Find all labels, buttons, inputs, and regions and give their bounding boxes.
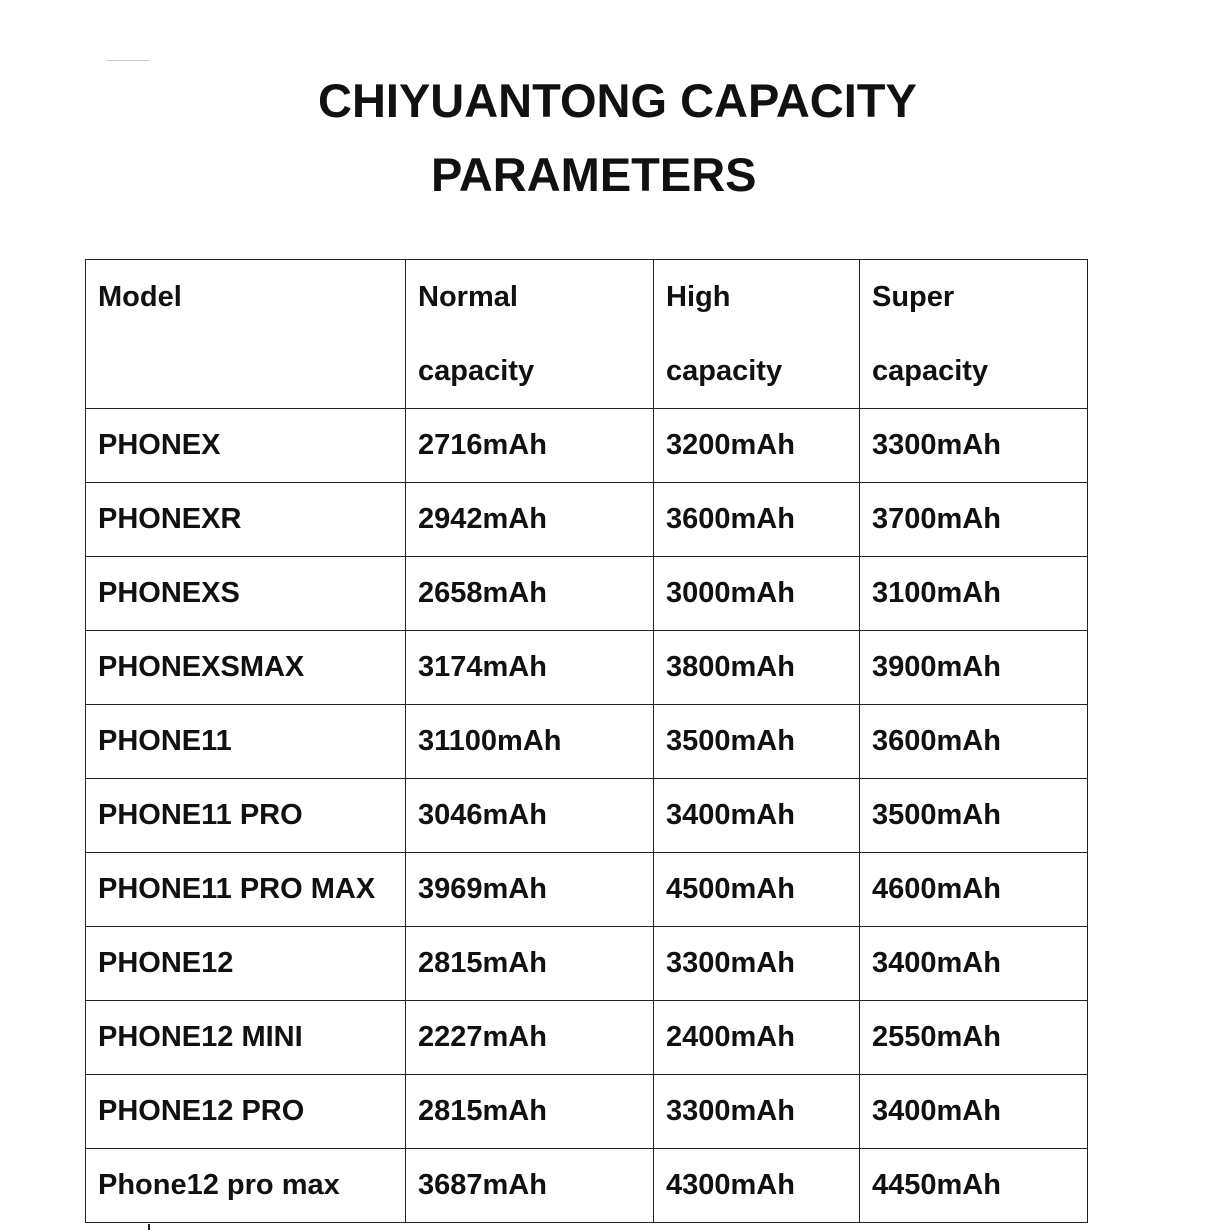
cell-model: PHONE11 PRO: [86, 779, 406, 853]
header-super-capacity: [860, 260, 1088, 409]
table-row: [86, 1149, 1088, 1223]
cell-high: 3400mAh: [654, 779, 860, 853]
cell-model: PHONEX: [86, 409, 406, 483]
table-row: [86, 631, 1088, 705]
table-row: [86, 557, 1088, 631]
cell-normal: 2227mAh: [406, 1001, 654, 1075]
cell-model: PHONE12 MINI: [86, 1001, 406, 1075]
header-high-capacity: [654, 260, 860, 409]
table-row: [86, 1075, 1088, 1149]
document-title: [0, 64, 1230, 212]
cell-normal: 2942mAh: [406, 483, 654, 557]
header-super-line1: Super: [872, 281, 955, 313]
cell-normal: 2716mAh: [406, 409, 654, 483]
cell-normal: 3969mAh: [406, 853, 654, 927]
cell-model: PHONEXSMAX: [86, 631, 406, 705]
cell-model: PHONE12 PRO: [86, 1075, 406, 1149]
cell-normal: 3046mAh: [406, 779, 654, 853]
table-row: [86, 853, 1088, 927]
cell-model: Phone12 pro max: [86, 1149, 406, 1223]
cell-normal: 31100mAh: [406, 705, 654, 779]
table-row: [86, 483, 1088, 557]
cell-model: PHONEXR: [86, 483, 406, 557]
table-header-row: [86, 260, 1088, 409]
header-normal-capacity: [406, 260, 654, 409]
cell-normal: 3687mAh: [406, 1149, 654, 1223]
table-row: [86, 927, 1088, 1001]
cell-super: 3300mAh: [860, 409, 1088, 483]
cell-normal: 2658mAh: [406, 557, 654, 631]
cell-super: 3700mAh: [860, 483, 1088, 557]
cell-super: 3400mAh: [860, 1075, 1088, 1149]
table-row: [86, 409, 1088, 483]
cell-high: 3000mAh: [654, 557, 860, 631]
cell-super: 3900mAh: [860, 631, 1088, 705]
cell-high: 2400mAh: [654, 1001, 860, 1075]
table-row: [86, 779, 1088, 853]
title-line-1: CHIYUANTONG CAPACITY: [318, 74, 917, 127]
header-high-line1: High: [666, 281, 731, 313]
cell-super: 4600mAh: [860, 853, 1088, 927]
cell-high: 3300mAh: [654, 927, 860, 1001]
cell-super: 3400mAh: [860, 927, 1088, 1001]
cell-high: 3600mAh: [654, 483, 860, 557]
cell-model: PHONE11 PRO MAX: [86, 853, 406, 927]
bottom-tick-mark: [148, 1224, 150, 1230]
cell-high: 4300mAh: [654, 1149, 860, 1223]
header-normal-line2: capacity: [418, 355, 535, 387]
cell-super: 4450mAh: [860, 1149, 1088, 1223]
cell-high: 3200mAh: [654, 409, 860, 483]
cell-high: 4500mAh: [654, 853, 860, 927]
cell-super: 2550mAh: [860, 1001, 1088, 1075]
cell-model: PHONE12: [86, 927, 406, 1001]
capacity-table: [85, 259, 1088, 1223]
cell-super: 3100mAh: [860, 557, 1088, 631]
header-model: [86, 260, 406, 409]
header-high-line2: capacity: [666, 355, 783, 387]
table-body: [86, 409, 1088, 1223]
cell-normal: 2815mAh: [406, 1075, 654, 1149]
cell-normal: 2815mAh: [406, 927, 654, 1001]
table-row: [86, 705, 1088, 779]
cell-model: PHONEXS: [86, 557, 406, 631]
cell-super: 3500mAh: [860, 779, 1088, 853]
header-normal-line1: Normal: [418, 281, 518, 313]
cell-high: 3500mAh: [654, 705, 860, 779]
cell-high: 3800mAh: [654, 631, 860, 705]
cell-super: 3600mAh: [860, 705, 1088, 779]
table-row: [86, 1001, 1088, 1075]
title-line-2: PARAMETERS: [431, 148, 757, 201]
corner-mark: [106, 60, 150, 61]
header-super-line2: capacity: [872, 355, 989, 387]
header-model-label: Model: [98, 281, 182, 313]
cell-high: 3300mAh: [654, 1075, 860, 1149]
cell-model: PHONE11: [86, 705, 406, 779]
cell-normal: 3174mAh: [406, 631, 654, 705]
